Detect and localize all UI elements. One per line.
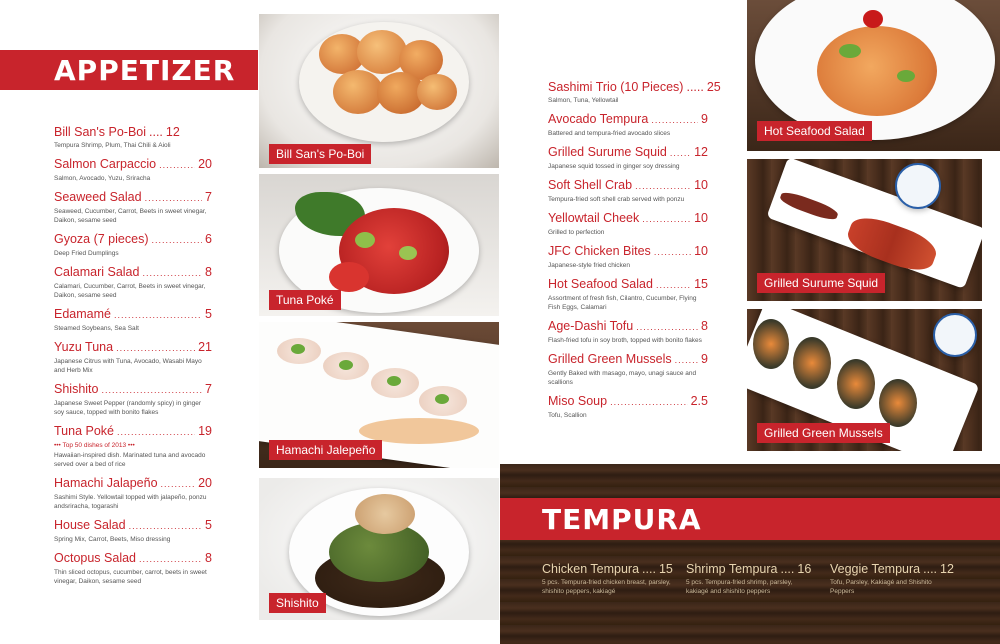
item-name: Sashimi Trio (10 Pieces): [548, 80, 684, 94]
item-dots: ....: [780, 562, 795, 576]
item-price: 15: [658, 562, 673, 576]
photo-label: Bill San's Po-Boi: [269, 144, 371, 164]
item-description: Salmon, Tuna, Yellowtail: [548, 97, 619, 104]
item-price: 20: [198, 476, 212, 490]
photo-label: Hot Seafood Salad: [757, 121, 872, 141]
list-item: [54, 424, 212, 469]
photo-label: Grilled Surume Squid: [757, 273, 885, 293]
item-price: 9: [701, 352, 708, 366]
list-item: [548, 319, 708, 345]
item-name: Gyoza (7 pieces): [54, 232, 149, 246]
list-item: [54, 476, 212, 511]
item-name: Avocado Tempura: [548, 112, 649, 126]
item-name: Shrimp Tempura: [686, 562, 778, 576]
item-price: 12: [694, 145, 708, 159]
list-item: [548, 352, 708, 387]
item-price: 10: [694, 211, 708, 225]
list-item: [548, 145, 708, 171]
item-price: 19: [198, 424, 212, 438]
list-item: [54, 190, 212, 225]
item-description: Spring Mix, Carrot, Beets, Miso dressing: [54, 536, 171, 543]
item-description: Japanese-style fried chicken: [548, 262, 631, 269]
item-name: Grilled Green Mussels: [548, 352, 672, 366]
photo-label: Shishito: [269, 593, 326, 613]
appetizer-banner: [0, 50, 258, 90]
item-name: Calamari Salad: [54, 265, 140, 279]
photo-po-boi: [259, 14, 499, 168]
list-item: [54, 551, 212, 586]
item-description: Sashimi Style. Yellowtail topped with jalapeño, ponzu andsriracha, togarashi: [54, 494, 207, 510]
item-name: Grilled Surume Squid: [548, 145, 667, 159]
item-price: 7: [205, 190, 212, 204]
item-description: Japanese Citrus with Tuna, Avocado, Wasabi Mayo and Herb Mix: [54, 358, 202, 374]
list-item: [548, 394, 708, 420]
item-name: Soft Shell Crab: [548, 178, 633, 192]
item-price: 21: [198, 340, 212, 354]
item-name: Octopus Salad: [54, 551, 136, 565]
item-name: Miso Soup: [548, 394, 608, 408]
list-item: [54, 125, 212, 150]
item-price: 15: [694, 277, 708, 291]
item-description: Calamari, Cucumber, Carrot, Beets in sweet vinegar, Daikon, sesame seed: [54, 283, 206, 299]
photo-hot-seafood: [747, 0, 1000, 151]
list-item: [548, 244, 708, 270]
list-item: [54, 518, 212, 544]
item-description: Gently Baked with masago, mayo, unagi sauce and scallions: [548, 370, 697, 386]
photo-surume: [747, 159, 982, 301]
item-description: Seaweed, Cucumber, Carrot, Beets in sweet vinegar, Daikon, sesame seed: [54, 208, 207, 224]
item-price: 10: [694, 244, 708, 258]
item-name: Seaweed Salad: [54, 190, 142, 204]
list-item: [686, 562, 816, 596]
item-dots: ....: [149, 125, 163, 139]
item-name: Yuzu Tuna: [54, 340, 114, 354]
item-name: Salmon Carpaccio: [54, 157, 157, 171]
item-description: Tempura-fried soft shell crab served with ponzu: [548, 196, 685, 203]
item-price: 8: [701, 319, 708, 333]
item-description: Salmon, Avocado, Yuzu, Sriracha: [54, 175, 151, 182]
item-name: House Salad: [54, 518, 126, 532]
list-item: [548, 178, 708, 204]
item-name: Age-Dashi Tofu: [548, 319, 634, 333]
item-name: Tuna Poké: [54, 424, 114, 438]
photo-label: Hamachi Jalepeño: [269, 440, 382, 460]
photo-mussels: [747, 309, 982, 451]
item-price: 8: [205, 265, 212, 279]
item-price: 7: [205, 382, 212, 396]
item-name: Bill San's Po-Boi: [54, 125, 147, 139]
item-name: Veggie Tempura: [830, 562, 921, 576]
item-price: 8: [205, 551, 212, 565]
list-item: [548, 277, 708, 312]
item-name: Shishito: [54, 382, 99, 396]
photo-shishito: [259, 478, 499, 620]
item-dots: ....: [642, 562, 656, 576]
list-item: [548, 211, 708, 237]
list-item: [54, 157, 212, 183]
photo-label: Grilled Green Mussels: [757, 423, 890, 443]
tempura-banner: [500, 498, 1000, 540]
photo-tuna-poke: [259, 174, 499, 316]
photo-label: Tuna Poké: [269, 290, 341, 310]
item-name: JFC Chicken Bites: [548, 244, 651, 258]
list-item: [54, 232, 212, 258]
list-item: [54, 340, 212, 375]
item-price: 9: [701, 112, 708, 126]
item-name: Edamamé: [54, 307, 111, 321]
item-description: Deep Fried Dumplings: [54, 250, 119, 257]
item-description: Tempura Shrimp, Plum, Thai Chili & Aioli: [54, 142, 171, 149]
item-price: 12: [165, 125, 180, 139]
appetizer-list: [54, 125, 212, 593]
photo-hamachi: [259, 322, 499, 468]
item-price: 20: [198, 157, 212, 171]
item-description: Japanese Sweet Pepper (randomly spicy) in ginger soy sauce, topped with bonito flakes: [54, 400, 202, 416]
item-dots: ....: [923, 562, 938, 576]
list-item: [548, 112, 708, 138]
item-description: Battered and tempura-fried avocado slices: [548, 130, 671, 137]
item-description: Japanese squid tossed in ginger soy dressing: [548, 163, 680, 170]
appetizer-title: APPETIZER: [54, 53, 236, 87]
item-description: 5 pcs. Tempura-fried shrimp, parsley, kakiagé and shishito peppers: [686, 579, 793, 595]
item-price: 12: [940, 562, 954, 576]
item-price: 10: [694, 178, 708, 192]
item-price: 25: [706, 80, 721, 94]
item-price: 2.5: [690, 394, 708, 408]
item-description: Tofu, Parsley, Kakiagé and Shishito Peppers: [830, 579, 932, 595]
wood-background: [500, 464, 1000, 644]
item-description: Thin sliced octopus, cucumber, carrot, beets in sweet vinegar, Daikon, sesame seed: [54, 569, 207, 585]
item-description: Flash-fried tofu in soy broth, topped with bonito flakes: [548, 337, 702, 344]
mains-list: [548, 80, 721, 427]
item-description: Assortment of fresh fish, Cilantro, Cucumber, Flying Fish Eggs, Calamari: [548, 295, 697, 311]
list-item: [548, 80, 721, 105]
list-item: [54, 382, 212, 417]
item-price: 16: [797, 562, 812, 576]
item-description: 5 pcs. Tempura-fried chicken breast, parsley, shishito peppers, kakiagé: [542, 579, 671, 595]
item-price: 6: [205, 232, 212, 246]
award-note: ••• Top 50 dishes of 2013 •••: [54, 442, 135, 449]
item-dots: .....: [686, 80, 704, 94]
item-description: Tofu, Scallion: [548, 412, 587, 419]
tempura-title: TEMPURA: [542, 502, 702, 536]
item-price: 5: [205, 518, 212, 532]
item-price: 5: [205, 307, 212, 321]
list-item: [830, 562, 955, 596]
item-description: Hawaiian-inspired dish. Marinated tuna and avocado served over a bed of rice: [54, 452, 206, 468]
list-item: [542, 562, 672, 596]
item-description: Grilled to perfection: [548, 229, 605, 236]
item-name: Yellowtail Cheek: [548, 211, 640, 225]
item-name: Chicken Tempura: [542, 562, 640, 576]
item-name: Hot Seafood Salad: [548, 277, 653, 291]
list-item: [54, 307, 212, 333]
item-name: Hamachi Jalapeño: [54, 476, 158, 490]
item-description: Steamed Soybeans, Sea Salt: [54, 325, 139, 332]
list-item: [54, 265, 212, 300]
